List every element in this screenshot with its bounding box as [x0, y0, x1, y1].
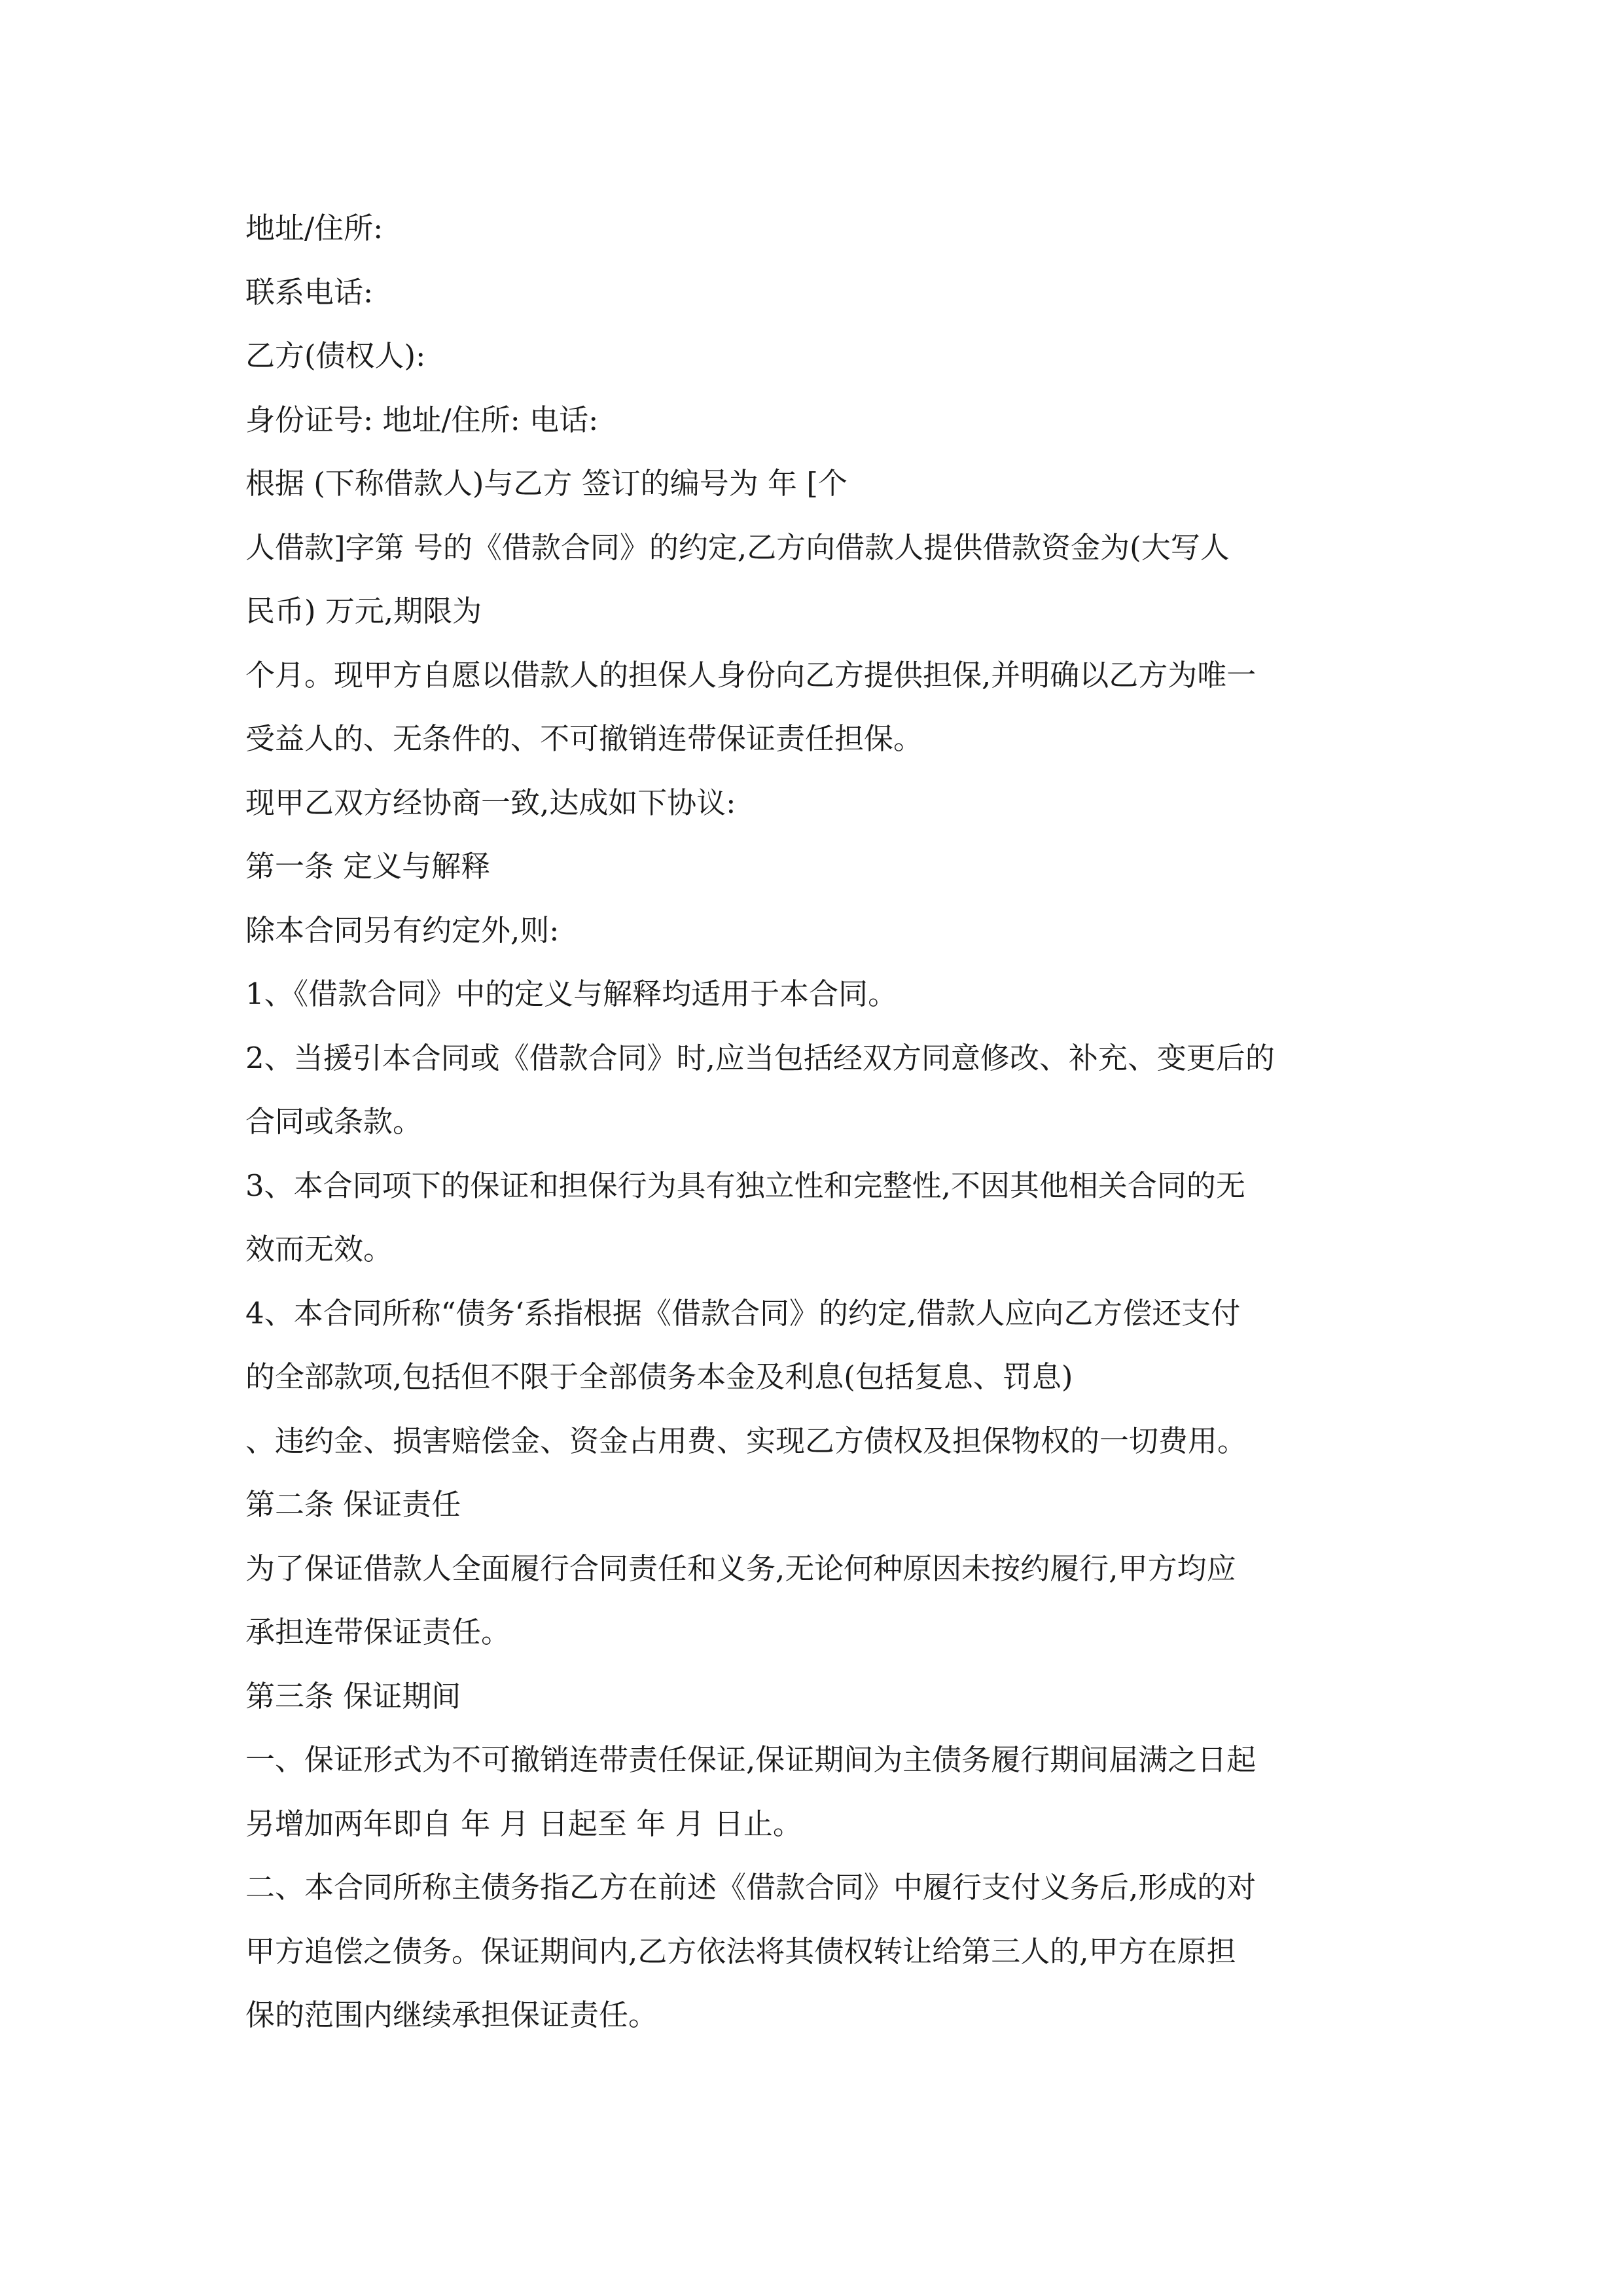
article-3-item-1-line-2: 另增加两年即自 年 月 日起至 年 月 日止。	[245, 1806, 802, 1841]
agreement-line: 现甲乙双方经协商一致,达成如下协议:	[245, 785, 736, 820]
article-3-item-2-line-3: 保的范围内继续承担保证责任。	[245, 1998, 658, 2032]
article-2-heading: 第二条 保证责任	[245, 1487, 461, 1522]
article-1-item-2-line-1: 2、当援引本合同或《借款合同》时,应当包括经双方同意修改、补充、变更后的	[245, 1040, 1275, 1075]
article-1-item-3-line-1: 3、本合同项下的保证和担保行为具有独立性和完整性,不因其他相关合同的无	[245, 1168, 1245, 1203]
article-1-item-2-line-2: 合同或条款。	[245, 1104, 423, 1139]
article-1-item-1: 1、《借款合同》中的定义与解释均适用于本合同。	[245, 977, 898, 1011]
article-2-line-1: 为了保证借款人全面履行合同责任和义务,无论何种原因未按约履行,甲方均应	[245, 1551, 1236, 1586]
basis-line-3: 民币) 万元,期限为	[245, 594, 482, 628]
address-line: 地址/住所:	[245, 211, 383, 245]
article-1-item-4-line-3: 、违约金、损害赔偿金、资金占用费、实现乙方债权及担保物权的一切费用。	[245, 1423, 1247, 1458]
article-1-item-3-line-2: 效而无效。	[245, 1232, 393, 1266]
article-3-item-1-line-1: 一、保证形式为不可撤销连带责任保证,保证期间为主债务履行期间届满之日起	[245, 1742, 1257, 1777]
article-1-item-4-line-1: 4、本合同所称“债务‘系指根据《借款合同》的约定,借款人应向乙方偿还支付	[245, 1295, 1241, 1331]
article-3-heading: 第三条 保证期间	[245, 1678, 461, 1713]
party-b-details-line: 身份证号: 地址/住所: 电话:	[245, 402, 599, 437]
article-3-item-2-line-2: 甲方追偿之债务。保证期间内,乙方依法将其债权转让给第三人的,甲方在原担	[245, 1933, 1236, 1969]
basis-line-5: 受益人的、无条件的、不可撤销连带保证责任担保。	[245, 721, 923, 756]
article-1-heading: 第一条 定义与解释	[245, 849, 491, 884]
article-1-item-4-line-2: 的全部款项,包括但不限于全部债务本金及利息(包括复息、罚息)	[245, 1359, 1073, 1394]
article-3-item-2-line-1: 二、本合同所称主债务指乙方在前述《借款合同》中履行支付义务后,形成的对	[245, 1870, 1257, 1905]
basis-line-1: 根据 (下称借款人)与乙方 签订的编号为 年 [个	[245, 466, 847, 501]
party-b-line: 乙方(债权人):	[245, 338, 426, 373]
document-body	[245, 196, 1381, 2047]
phone-line: 联系电话:	[245, 274, 374, 310]
basis-line-2: 人借款]字第 号的《借款合同》的约定,乙方向借款人提供借款资金为(大写人	[245, 529, 1230, 565]
article-2-line-2: 承担连带保证责任。	[245, 1615, 511, 1649]
basis-line-4: 个月。现甲方自愿以借款人的担保人身份向乙方提供担保,并明确以乙方为唯一	[245, 657, 1257, 692]
article-1-intro: 除本合同另有约定外,则:	[245, 912, 560, 948]
